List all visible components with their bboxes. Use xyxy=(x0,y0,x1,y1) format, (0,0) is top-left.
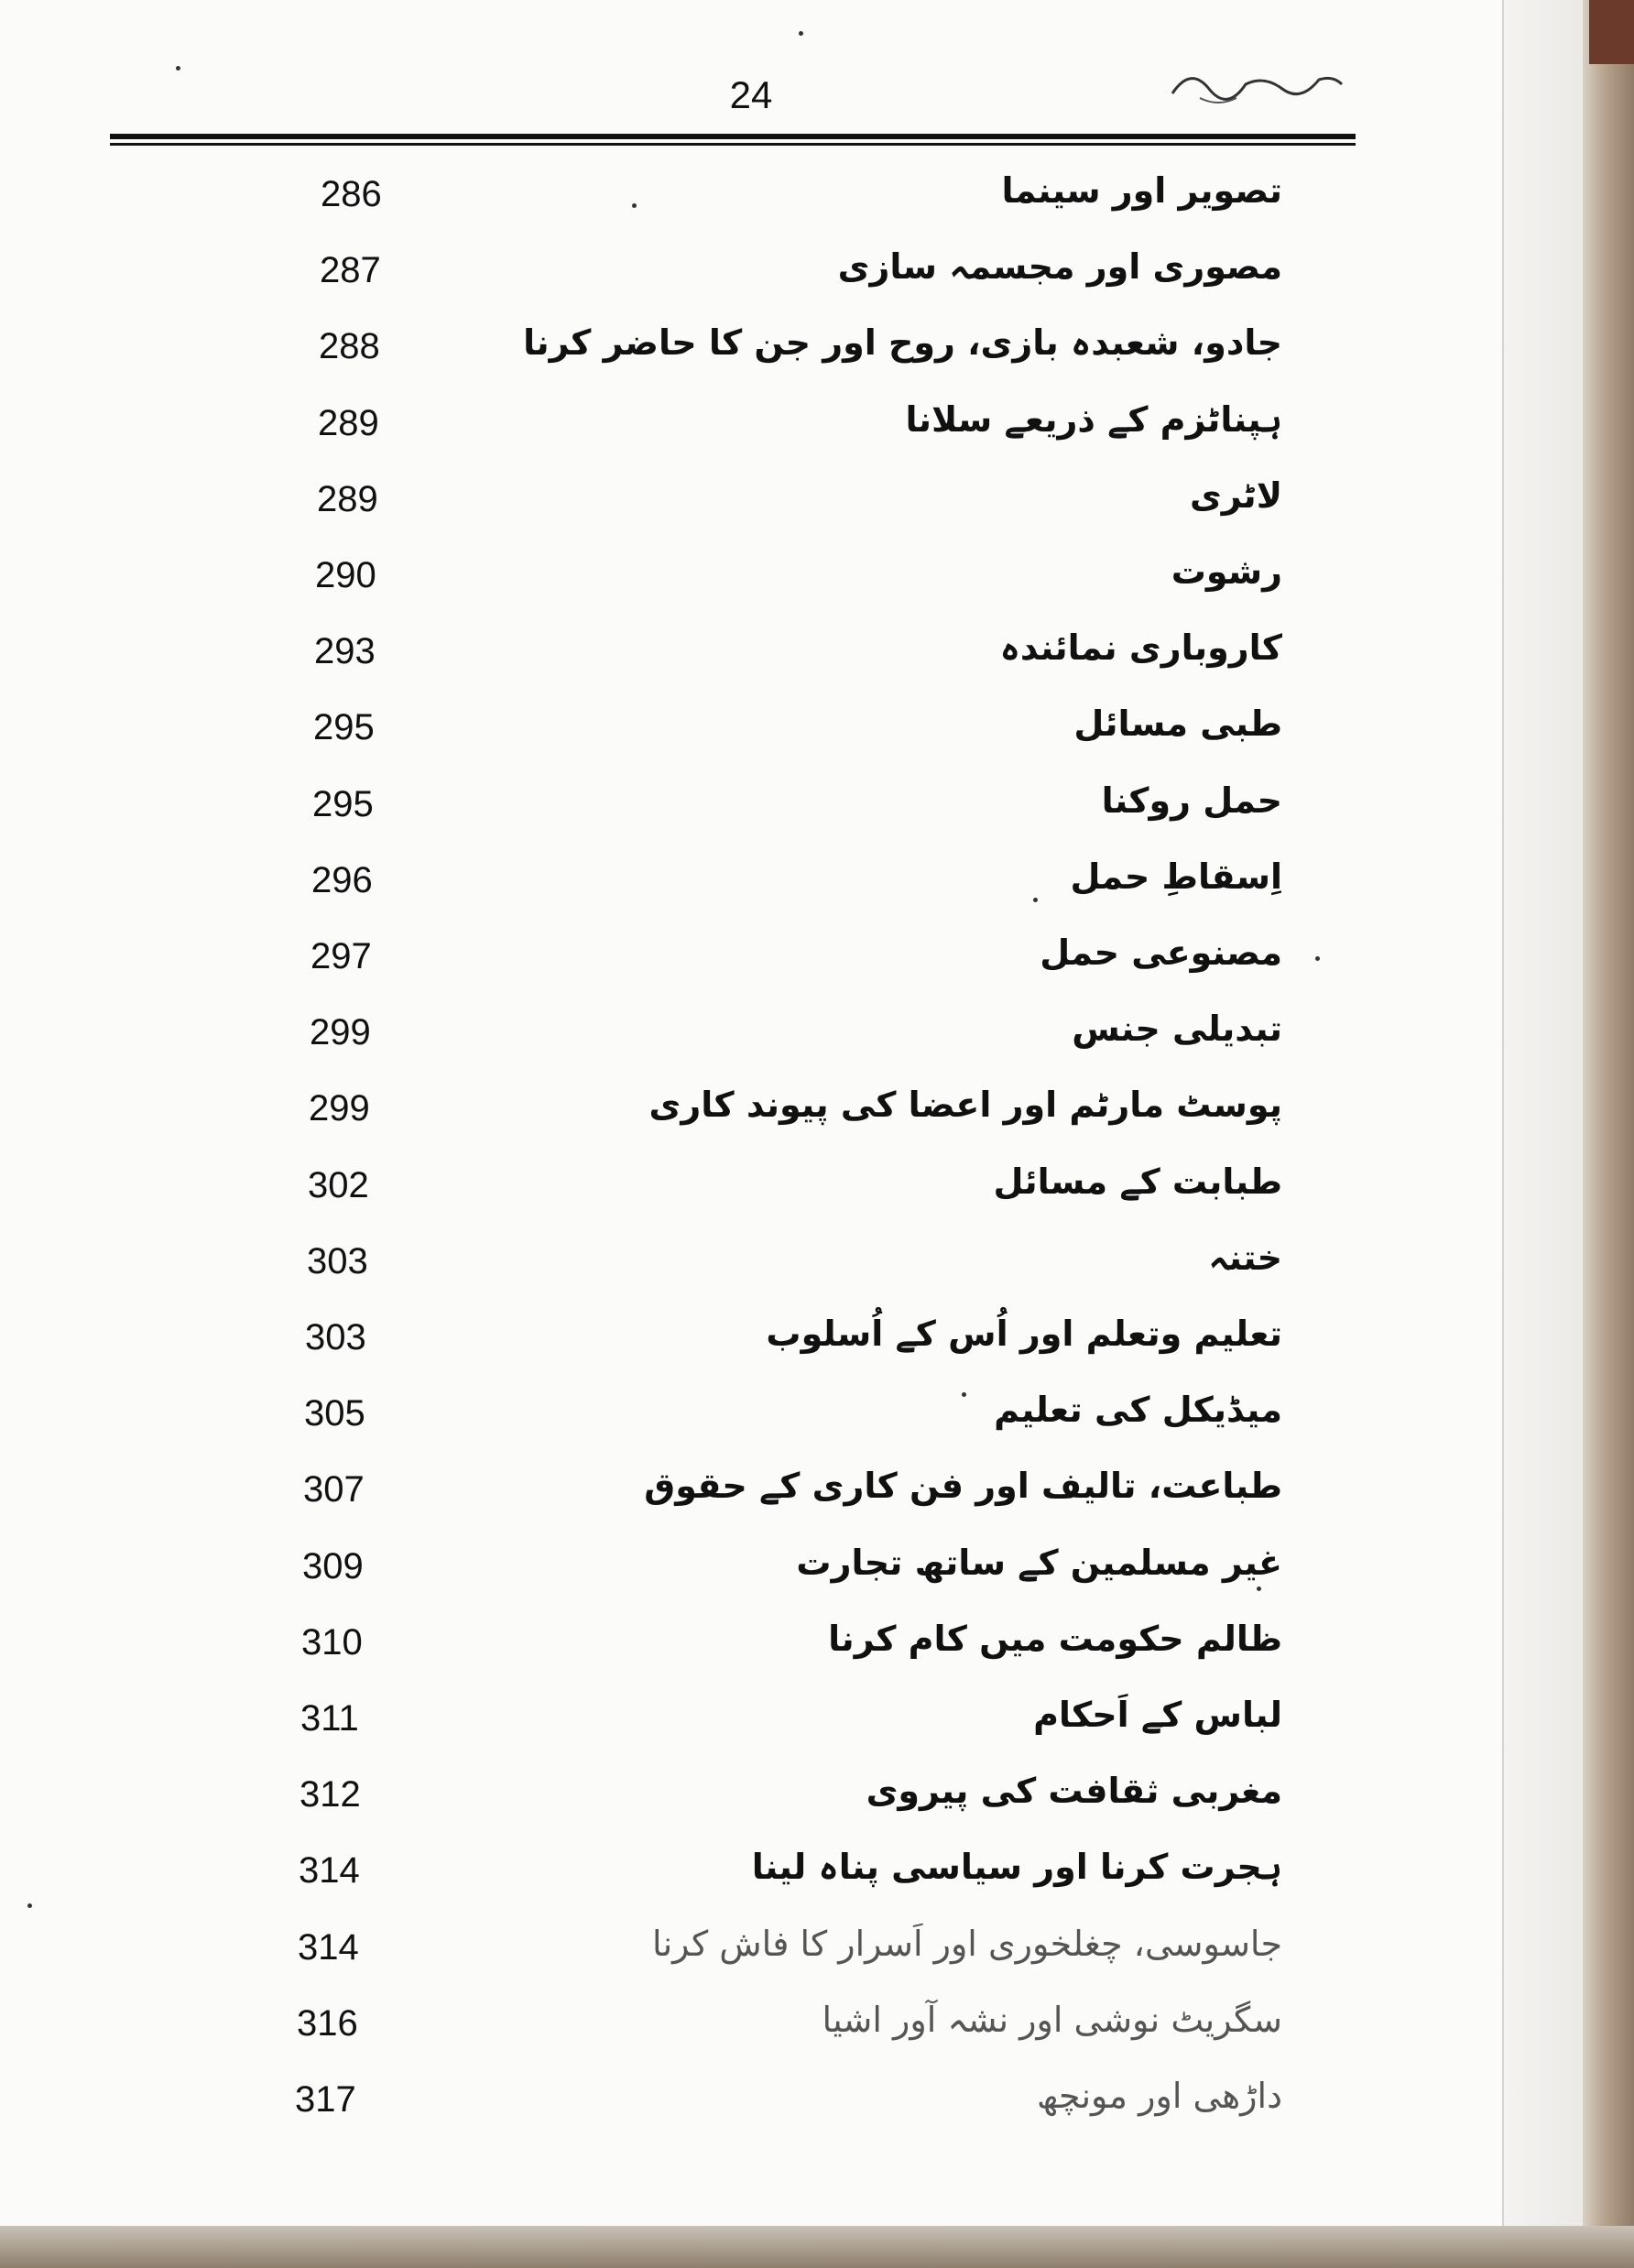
toc-entry xyxy=(275,1384,1282,1457)
scan-speck xyxy=(632,203,637,208)
toc-entry-page: 297 xyxy=(310,936,372,976)
toc-entry-title: غیر مسلمین کے ساتھ تجارت xyxy=(796,1542,1282,1583)
toc-entry xyxy=(275,1841,1282,1914)
scan-speck xyxy=(1257,1587,1261,1591)
toc-entry xyxy=(275,698,1282,771)
toc-entry-page: 307 xyxy=(303,1469,365,1510)
toc-entry-title: مغربی ثقافت کی پیروی xyxy=(866,1771,1282,1812)
toc-entry-title: تعلیم وتعلم اور اُس کے اُسلوب xyxy=(766,1314,1282,1354)
book-bottom-edge xyxy=(0,2226,1634,2268)
toc-entry xyxy=(275,1156,1282,1229)
toc-entry-title: طباعت، تالیف اور فن کاری کے حقوق xyxy=(644,1466,1282,1507)
toc-entry-page: 288 xyxy=(319,326,380,367)
toc-entry-title: مصنوعی حمل xyxy=(1040,932,1282,973)
toc-entry-title: جادو، شعبدہ بازی، روح اور جن کا حاضر کرنا xyxy=(523,322,1282,364)
scan-speck xyxy=(962,1392,966,1397)
header-rule-thick xyxy=(110,134,1356,139)
toc-entry xyxy=(275,1689,1282,1762)
toc-entry-title: کاروباری نمائندہ xyxy=(999,627,1282,669)
toc-entry-page: 289 xyxy=(318,402,379,443)
toc-entry-title: جاسوسی، چغلخوری اور اَسرار کا فاش کرنا xyxy=(652,1923,1282,1964)
toc-entry-title: حمل روکنا xyxy=(1101,780,1282,821)
toc-entry xyxy=(275,1003,1282,1076)
scan-speck xyxy=(1315,956,1320,961)
toc-entry-page: 311 xyxy=(300,1698,359,1739)
toc-entry-title: رشوت xyxy=(1171,551,1282,592)
handwritten-signature xyxy=(1163,57,1346,112)
toc-entry-page: 302 xyxy=(308,1164,369,1205)
toc-entry xyxy=(275,1232,1282,1305)
toc-entry-page: 305 xyxy=(304,1393,365,1434)
page-number: 24 xyxy=(729,73,773,116)
toc-entry xyxy=(275,1765,1282,1838)
toc-entry xyxy=(275,241,1282,314)
toc-entry-page: 296 xyxy=(311,859,373,900)
toc-entry-page: 312 xyxy=(300,1774,361,1815)
toc-entry-title: تصویر اور سینما xyxy=(1001,170,1282,211)
scan-speck xyxy=(176,66,180,71)
toc-entry-page: 303 xyxy=(307,1240,368,1281)
toc-entry-title: مصوری اور مجسمہ سازی xyxy=(837,246,1282,288)
toc-entry-page: 295 xyxy=(313,707,375,748)
toc-entry-title: اِسقاطِ حمل xyxy=(1070,856,1282,897)
book-spine xyxy=(1583,0,1634,2268)
scan-speck xyxy=(27,1903,32,1908)
toc-entry-title: داڑھی اور مونچھ xyxy=(1036,2076,1282,2116)
toc-entry-title: پوسٹ مارٹم اور اعضا کی پیوند کاری xyxy=(648,1085,1282,1126)
page-edge xyxy=(1502,0,1586,2268)
toc-entry-page: 316 xyxy=(297,2002,358,2044)
toc-entry xyxy=(275,775,1282,848)
toc-entry xyxy=(275,165,1282,238)
toc-entry-page: 295 xyxy=(312,783,374,824)
toc-entry-title: طبابت کے مسائل xyxy=(993,1161,1282,1202)
toc-entry-title: ختنہ xyxy=(1208,1237,1282,1278)
toc-entry xyxy=(275,927,1282,1000)
toc-entry-page: 317 xyxy=(295,2079,356,2120)
toc-entry xyxy=(275,1918,1282,1991)
toc-entry xyxy=(275,2070,1282,2143)
scan-speck xyxy=(1033,898,1038,902)
toc-entry-page: 293 xyxy=(314,631,376,672)
toc-entry xyxy=(275,1079,1282,1152)
toc-entry-page: 299 xyxy=(309,1088,370,1129)
toc-entry-title: تبدیلی جنس xyxy=(1072,1009,1282,1050)
toc-entry-page: 314 xyxy=(299,1850,360,1892)
toc-entry-title: لاٹری xyxy=(1189,474,1282,516)
toc-entry-page: 287 xyxy=(320,250,381,291)
toc-entry xyxy=(275,470,1282,543)
scan-speck xyxy=(799,31,803,36)
toc-entry xyxy=(275,1613,1282,1686)
cover-corner xyxy=(1589,0,1634,64)
toc-entry-page: 314 xyxy=(298,1926,359,1968)
toc-entry-title: میڈیکل کی تعلیم xyxy=(994,1390,1282,1431)
toc-entry-title: ہپناٹزم کے ذریعے سلانا xyxy=(905,398,1282,440)
toc-entry-page: 289 xyxy=(317,478,378,519)
toc-entry-page: 309 xyxy=(302,1545,364,1587)
toc-entry-page: 303 xyxy=(305,1317,366,1358)
toc-entry xyxy=(275,1460,1282,1533)
toc-entry xyxy=(275,546,1282,619)
toc-entry-title: ظالم حکومت میں کام کرنا xyxy=(828,1618,1282,1659)
toc-entry-title: لباس کے اَحکام xyxy=(1033,1695,1282,1735)
toc-entry-page: 286 xyxy=(321,174,382,214)
toc-entry xyxy=(275,1994,1282,2067)
toc-entry-title: ہجرت کرنا اور سیاسی پناہ لینا xyxy=(751,1847,1282,1888)
toc-entry xyxy=(275,622,1282,695)
toc-entry xyxy=(275,851,1282,924)
toc-entry xyxy=(275,1537,1282,1610)
header-rule-thin xyxy=(110,143,1356,146)
toc-entry-page: 299 xyxy=(310,1012,371,1053)
toc-entry-page: 310 xyxy=(301,1621,363,1663)
toc-entry xyxy=(275,1308,1282,1381)
toc-entry-title: سگریٹ نوشی اور نشہ آور اشیا xyxy=(822,1999,1282,2040)
toc-entry-page: 290 xyxy=(315,555,376,595)
toc-entry xyxy=(275,317,1282,390)
toc-entry xyxy=(275,394,1282,467)
toc-entry-title: طبی مسائل xyxy=(1073,703,1282,745)
